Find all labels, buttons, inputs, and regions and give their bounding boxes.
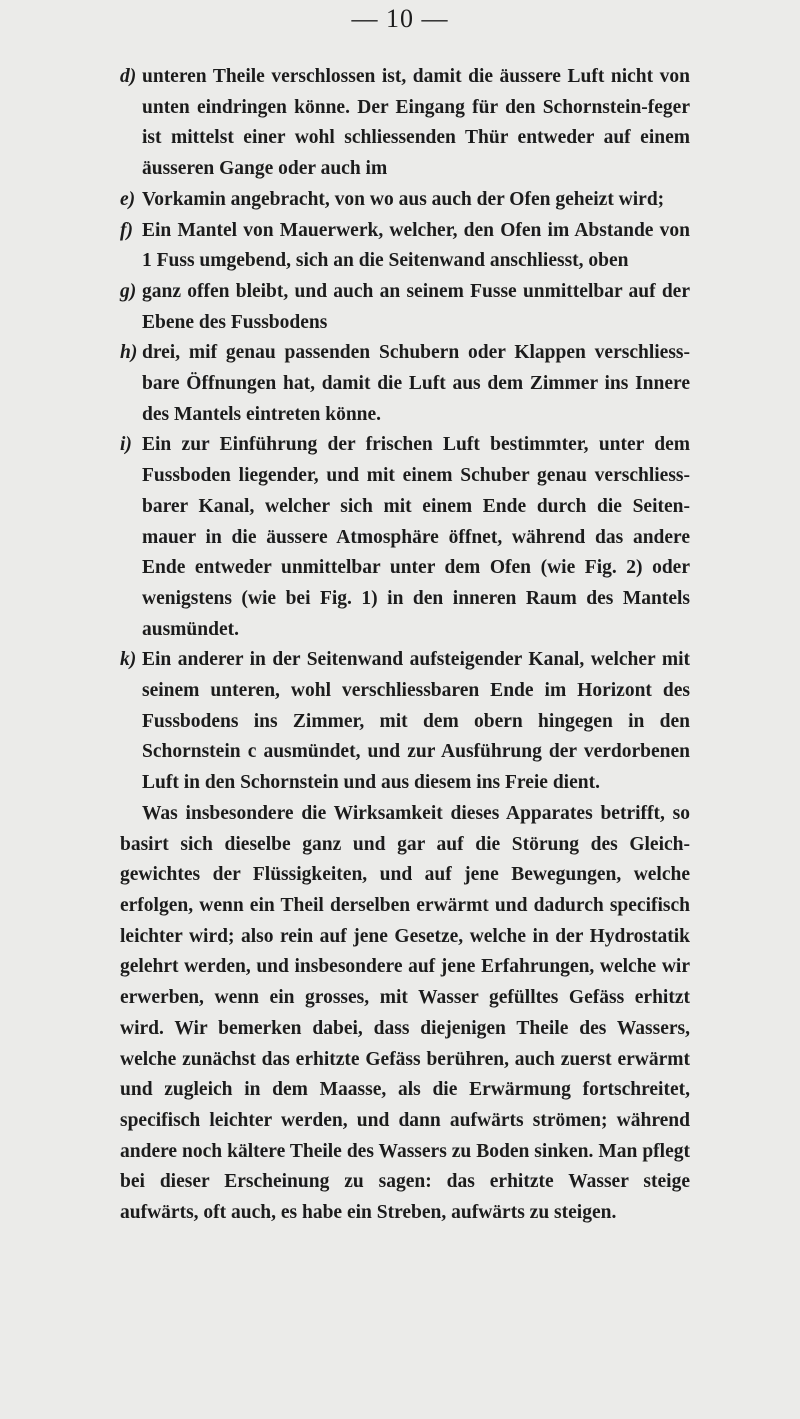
list-item-label: i) [120,434,132,456]
list-item-label: g) [120,280,137,302]
list-item [120,185,690,216]
list-item-label: h) [120,342,138,364]
list-item [120,430,690,645]
page-body [120,62,690,1229]
list-item-text: Vorkamin angebracht, von wo aus auch der Ofen geheizt wird; [142,188,665,210]
list-item-text: Ein Mantel von Mauerwerk, welcher, den Ofen im Abstande von 1 Fuss umgebend, sich an die Seitenwand anschliesst, oben [142,219,690,272]
list-item-label: k) [120,649,137,671]
list-item-text: Ein anderer in der Seitenwand aufsteigender Kanal, welcher mit seinem unteren, wohl verschliessbaren Ende im Horizont des Fussbodens ins Zimmer, mit dem obern hingegen in den Schornstein c ausmündet, und zur Ausführung der verdorbenen Luft in den Schornstein und aus diesem ins Freie dient. [142,649,690,794]
list-item [120,645,690,799]
list-item [120,62,690,185]
page-number: — 10 — [351,4,449,33]
list-item [120,277,690,338]
list-item [120,216,690,277]
list-item-text: Ein zur Einführung der frischen Luft bestimmter, unter dem Fussboden liegender, und mit einem Schuber genau verschliess-barer Kanal, welcher sich mit einem Ende durch die Seiten-mauer in die äussere Atmosphäre öffnet, während das andere Ende entweder unmittelbar unter dem Ofen (wie Fig. 2) oder wenigstens (wie bei Fig. 1) in den inneren Raum des Mantels ausmündet. [142,434,690,640]
body-paragraph: Was insbesondere die Wirksamkeit dieses Apparates betrifft, so basirt sich dieselbe ganz und gar auf die Störung des Gleich-gewichtes der Flüssigkeiten, und auf jene Bewegungen, welche erfolgen, wenn ein Theil derselben erwärmt und dadurch specifisch leichter wird; also rein auf jene Gesetze, welche in der Hydrostatik gelehrt werden, und insbesondere auf jene Erfahrungen, welche wir erwerben, wenn ein grosses, mit Wasser gefülltes Gefäss erhitzt wird. Wir bemerken dabei, dass diejenigen Theile des Wassers, welche zunächst das erhitzte Gefäss berühren, auch zuerst erwärmt und zugleich in dem Maasse, als die Erwärmung fortschreitet, specifisch leichter werden, und dann aufwärts strömen; während andere noch kältere Theile des Wassers zu Boden sinken. Man pflegt bei dieser Erscheinung zu sagen: das erhitzte Wasser steige aufwärts, oft auch, es habe ein Streben, aufwärts zu steigen. [120,802,690,1224]
list-item-text: drei, mif genau passenden Schubern oder Klappen verschliess-bare Öffnungen hat, damit die Luft aus dem Zimmer ins Innere des Mantels eintreten könne. [142,342,690,425]
list-item-text: ganz offen bleibt, und auch an seinem Fusse unmittelbar auf der Ebene des Fussbodens [142,280,690,333]
list-item [120,338,690,430]
list-item-label: f) [120,219,133,241]
list-item-label: d) [120,66,137,87]
list-item-label: e) [120,188,136,210]
list-item-text: unteren Theile verschlossen ist, damit die äussere Luft nicht von unten eindringen könne. Der Eingang für den Schornstein-feger ist mittelst einer wohl schliessenden Thür entweder auf einem äusseren Gange oder auch im [142,66,690,180]
